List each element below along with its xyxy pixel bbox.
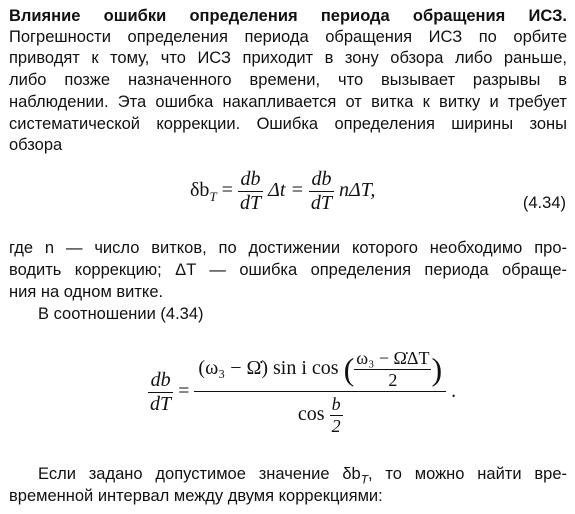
inner-fraction: $\frac{\text{ω₃ − Ω̇ΔT}}{2}$ — [356, 348, 430, 390]
eq-lhs: $\delta b_T$ — [190, 179, 217, 205]
equation-4-34: $\delta b_T$ = $\frac{db}{dT}$ Δt = $\frac{db}{dT}$ nΔT, — [190, 168, 376, 214]
equation-number: (4.34) — [522, 194, 566, 212]
text-line: Если задано допустимое значение $\delta b_T$, то можно найти вре- — [38, 465, 567, 487]
fraction-b-2: $\frac{b}{2}$ — [331, 394, 341, 436]
text-line: обзора — [9, 136, 63, 154]
text-line: Погрешности определения периода обращения ИСЗ по орбите — [9, 28, 567, 46]
text-line: либо позже назначенного времени, что вызывает разрывы в — [9, 71, 567, 89]
text-line: временной интервал между двумя коррекциями: — [9, 487, 383, 505]
equation-db-dT: $\frac{db}{dT}$ = (ω₃ − Ω̇) sin i cos ( $\frac{\text{ω₃ − Ω̇ΔT}}{2}$ ) cos $\frac{b}{2}$ . — [150, 348, 457, 436]
eq-tail: nΔT, — [339, 179, 376, 202]
section-heading: Влияние ошибки определения периода обращения ИСЗ. — [9, 7, 567, 25]
fraction-db-dT: $\frac{db}{dT}$ — [310, 168, 332, 214]
text-line: где n — число витков, по достижении которого необходимо про- — [9, 239, 567, 257]
main-fraction: (ω₃ − Ω̇) sin i cos ( $\frac{\text{ω₃ − Ω̇ΔT}}{2}$ ) cos $\frac{b}{2}$ — [194, 348, 446, 437]
eq-mid: Δt = — [268, 179, 304, 202]
text-line: систематической коррекции. Ошибка определения ширины зоны — [9, 115, 567, 133]
fraction-db-dT: $\frac{db}{dT}$ — [239, 168, 262, 214]
text-line: наблюдении. Эта ошибка накапливается от витка к витку и требует — [9, 93, 567, 111]
text-line: В соотношении (4.34) — [38, 305, 204, 323]
text-line: ния на одном витке. — [9, 283, 164, 301]
text-line: водить коррекцию; ΔT — ошибка определения периода обраще- — [9, 261, 567, 279]
text-line: приводят к тому, что ИСЗ приходит в зону обзора либо раньше, — [9, 49, 567, 67]
fraction-db-dT: $\frac{db}{dT}$ — [150, 369, 172, 415]
heading-line — [9, 6, 567, 26]
